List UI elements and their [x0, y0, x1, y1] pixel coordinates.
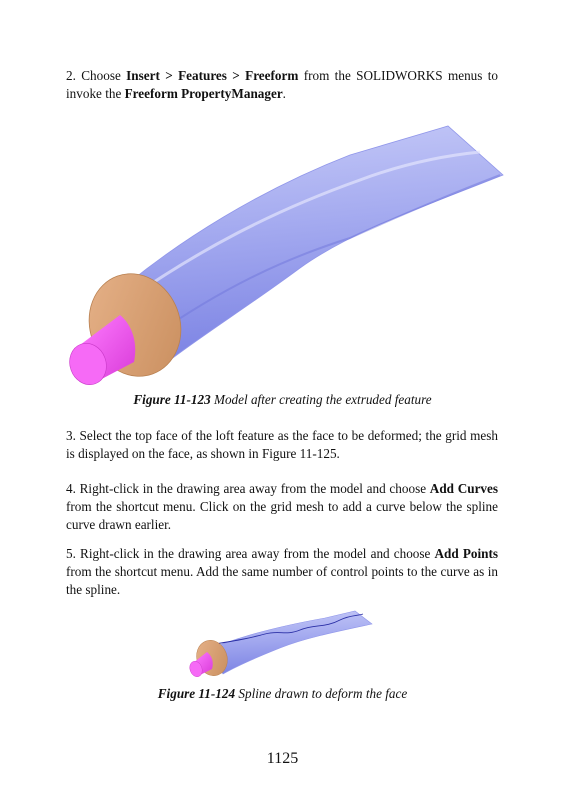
page-number: 1125 — [266, 750, 299, 767]
figure-label: Figure 11-124 — [157, 686, 236, 701]
figure-11-123-caption: Figure 11-123 Model after creating the extruded feature — [133, 392, 432, 407]
step-number: 5. — [66, 546, 76, 561]
step-3-paragraph: 3. Select the top face of the loft feature as the face to be deformed; the grid mesh is displayed on the face, as shown in Figure 11-125. — [66, 428, 499, 461]
step-number: 4. — [66, 481, 76, 496]
figure-11-124-caption: Figure 11-124 Spline drawn to deform the face — [157, 686, 408, 701]
step-number: 3. — [66, 428, 76, 443]
property-manager-name: Freeform PropertyManager — [124, 86, 283, 101]
step-number: 2. — [66, 68, 76, 83]
menu-path: Insert > Features > Freeform — [126, 68, 299, 83]
figure-11-123-model-image — [60, 120, 510, 390]
step-2-paragraph: 2. Choose Insert > Features > Freeform from the SOLIDWORKS menus to invoke the Freeform PropertyManager. — [66, 68, 498, 101]
step-4-paragraph: 4. Right-click in the drawing area away from the model and choose Add Curves from the shortcut menu. Click on the grid mesh to add a curve below the spline curve drawn earlier. — [66, 481, 499, 532]
figure-label: Figure 11-123 — [133, 392, 211, 407]
figure-11-124-spline-image — [185, 608, 380, 678]
step-5-paragraph: 5. Right-click in the drawing area away from the model and choose Add Points from the shortcut menu. Add the same number of control points to the curve as in the spline. — [66, 546, 499, 597]
menu-option: Add Points — [434, 546, 499, 561]
menu-option: Add Curves — [429, 481, 499, 496]
